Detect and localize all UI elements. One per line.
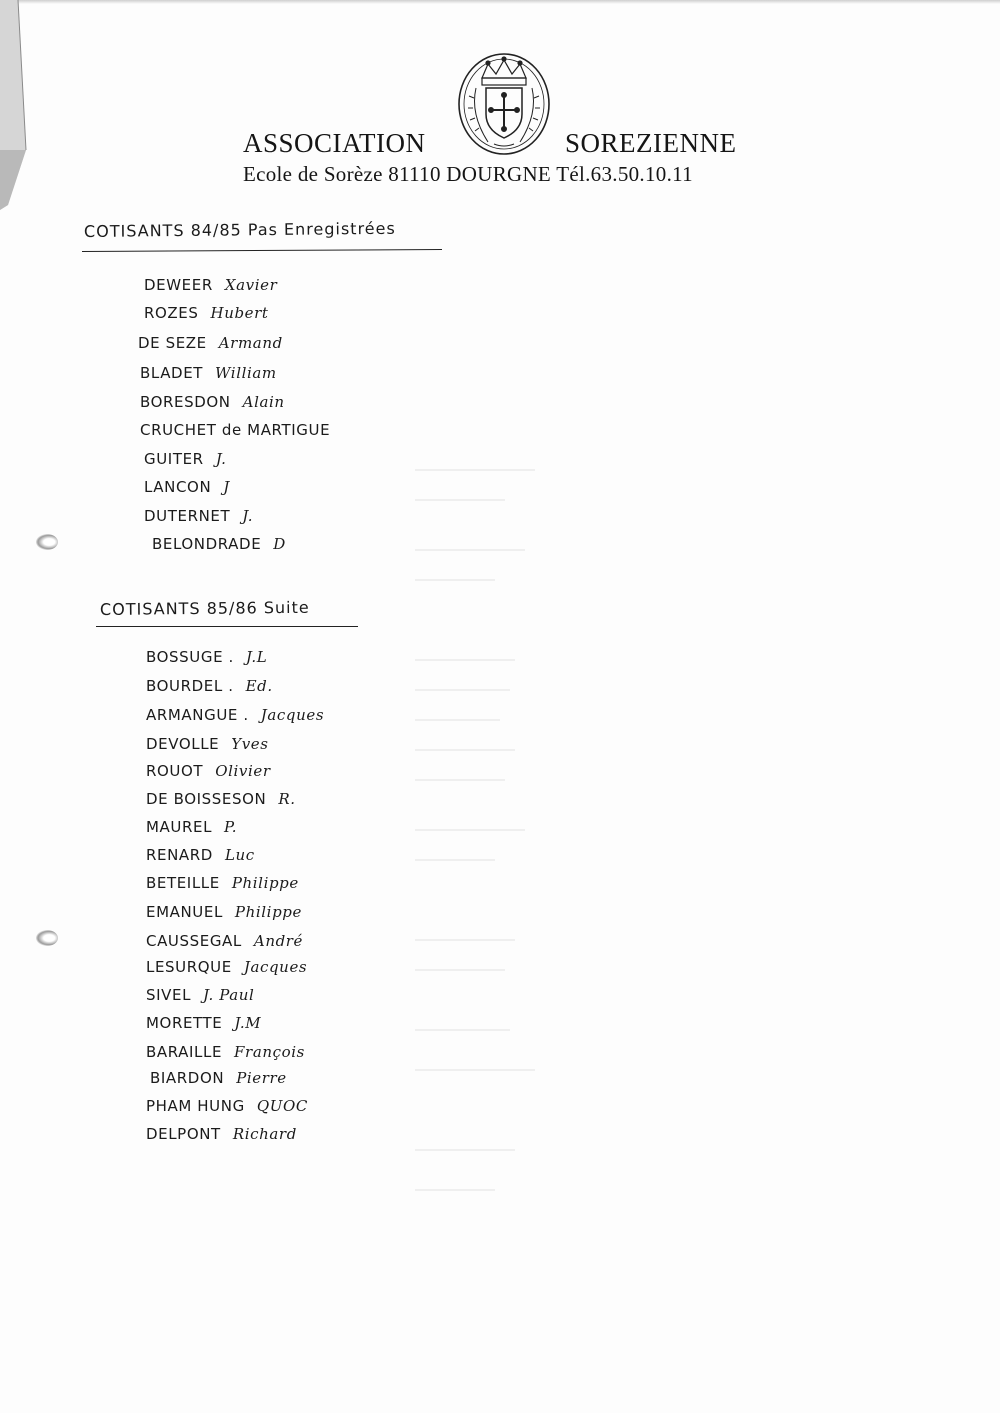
given-name: P.: [224, 818, 238, 836]
surname: DEWEER: [144, 276, 213, 294]
list-item: [146, 986, 254, 1004]
given-name: Xavier: [224, 276, 278, 294]
surname: BARAILLE: [146, 1043, 223, 1061]
list-item: [146, 1014, 261, 1032]
given-name: Yves: [231, 735, 269, 753]
list-item: [146, 677, 273, 695]
surname: BOSSUGE .: [146, 648, 234, 666]
list-item: [146, 790, 296, 808]
list-item: [146, 762, 271, 780]
given-name: Alain: [242, 393, 285, 411]
surname: ROZES: [144, 304, 199, 322]
punch-hole-lower: [36, 930, 58, 946]
given-name: Jacques: [243, 958, 308, 976]
org-name-right: SOREZIENNE: [565, 128, 737, 158]
list-item: [146, 958, 307, 976]
section1-underline: [82, 249, 442, 252]
list-item: [144, 450, 227, 468]
surname: BELONDRADE: [152, 535, 262, 553]
surname: LANCON: [144, 478, 212, 496]
association-seal-icon: [454, 48, 554, 158]
list-item: [144, 304, 269, 322]
list-item: [146, 903, 302, 921]
list-item: [140, 393, 285, 411]
list-item: [146, 648, 267, 666]
list-item: [146, 706, 324, 724]
list-item: [138, 334, 283, 352]
surname: DE SEZE: [138, 334, 207, 352]
given-name: D: [273, 535, 286, 553]
list-item: [146, 1097, 308, 1115]
given-name: Olivier: [215, 762, 271, 780]
surname: ARMANGUE .: [146, 706, 249, 724]
given-name: Pierre: [236, 1069, 287, 1087]
list-item: [146, 932, 303, 950]
given-name: J.M: [234, 1014, 262, 1032]
surname: LESURQUE: [146, 958, 232, 976]
surname: BETEILLE: [146, 874, 220, 892]
given-name: Philippe: [231, 874, 299, 892]
page-corner-fold: [0, 0, 70, 210]
given-name: Ed.: [245, 677, 273, 695]
given-name: QUOC: [256, 1097, 308, 1115]
surname: DE BOISSESON: [146, 790, 267, 808]
bleed-through-marks: [405, 330, 605, 1210]
surname: EMANUEL: [146, 903, 223, 921]
surname: MAUREL: [146, 818, 213, 836]
given-name: J.: [215, 450, 227, 468]
given-name: Richard: [232, 1125, 297, 1143]
given-name: Hubert: [210, 304, 269, 322]
list-item: [144, 507, 253, 525]
given-name: R.: [278, 790, 296, 808]
surname: DUTERNET: [144, 507, 231, 525]
surname: MORETTE: [146, 1014, 223, 1032]
given-name: André: [253, 932, 304, 950]
surname: CAUSSEGAL: [146, 932, 242, 950]
given-name: J: [223, 478, 230, 496]
surname: DELPONT: [146, 1125, 221, 1143]
surname: BIARDON: [150, 1069, 225, 1087]
list-item: [144, 276, 277, 294]
given-name: Armand: [218, 334, 283, 352]
given-name: J.: [242, 507, 254, 525]
list-item: [140, 421, 342, 439]
given-name: Luc: [224, 846, 255, 864]
surname: GUITER: [144, 450, 204, 468]
surname: BOURDEL .: [146, 677, 234, 695]
surname: DEVOLLE: [146, 735, 220, 753]
list-item: [140, 364, 277, 382]
org-name-left: ASSOCIATION: [243, 128, 426, 158]
surname: PHAM HUNG: [146, 1097, 245, 1115]
list-item: [144, 478, 230, 496]
list-item: [146, 846, 255, 864]
given-name: François: [234, 1043, 305, 1061]
list-item: [146, 1125, 297, 1143]
list-item: [146, 1043, 305, 1061]
surname: CRUCHET de MARTIGUE: [140, 421, 331, 439]
surname: SIVEL: [146, 986, 192, 1004]
given-name: J.L: [245, 648, 268, 666]
given-name: J. Paul: [203, 986, 255, 1004]
scan-top-edge: [0, 0, 1000, 4]
list-item: [146, 735, 269, 753]
punch-hole-upper: [36, 534, 58, 550]
given-name: Philippe: [234, 903, 302, 921]
given-name: William: [215, 364, 277, 382]
list-item: [152, 535, 286, 553]
surname: ROUOT: [146, 762, 204, 780]
list-item: [150, 1069, 287, 1087]
surname: RENARD: [146, 846, 213, 864]
section1-title: COTISANTS 84/85 Pas Enregistrées: [83, 218, 396, 241]
surname: BLADET: [140, 364, 204, 382]
list-item: [146, 818, 237, 836]
list-item: [146, 874, 299, 892]
surname: BORESDON: [140, 393, 231, 411]
section2-underline: [96, 626, 358, 627]
given-name: Jacques: [260, 706, 325, 724]
section2-title: COTISANTS 85/86 Suite: [99, 597, 310, 619]
letterhead-address: Ecole de Sorèze 81110 DOURGNE Tél.63.50.10.11: [243, 162, 693, 186]
